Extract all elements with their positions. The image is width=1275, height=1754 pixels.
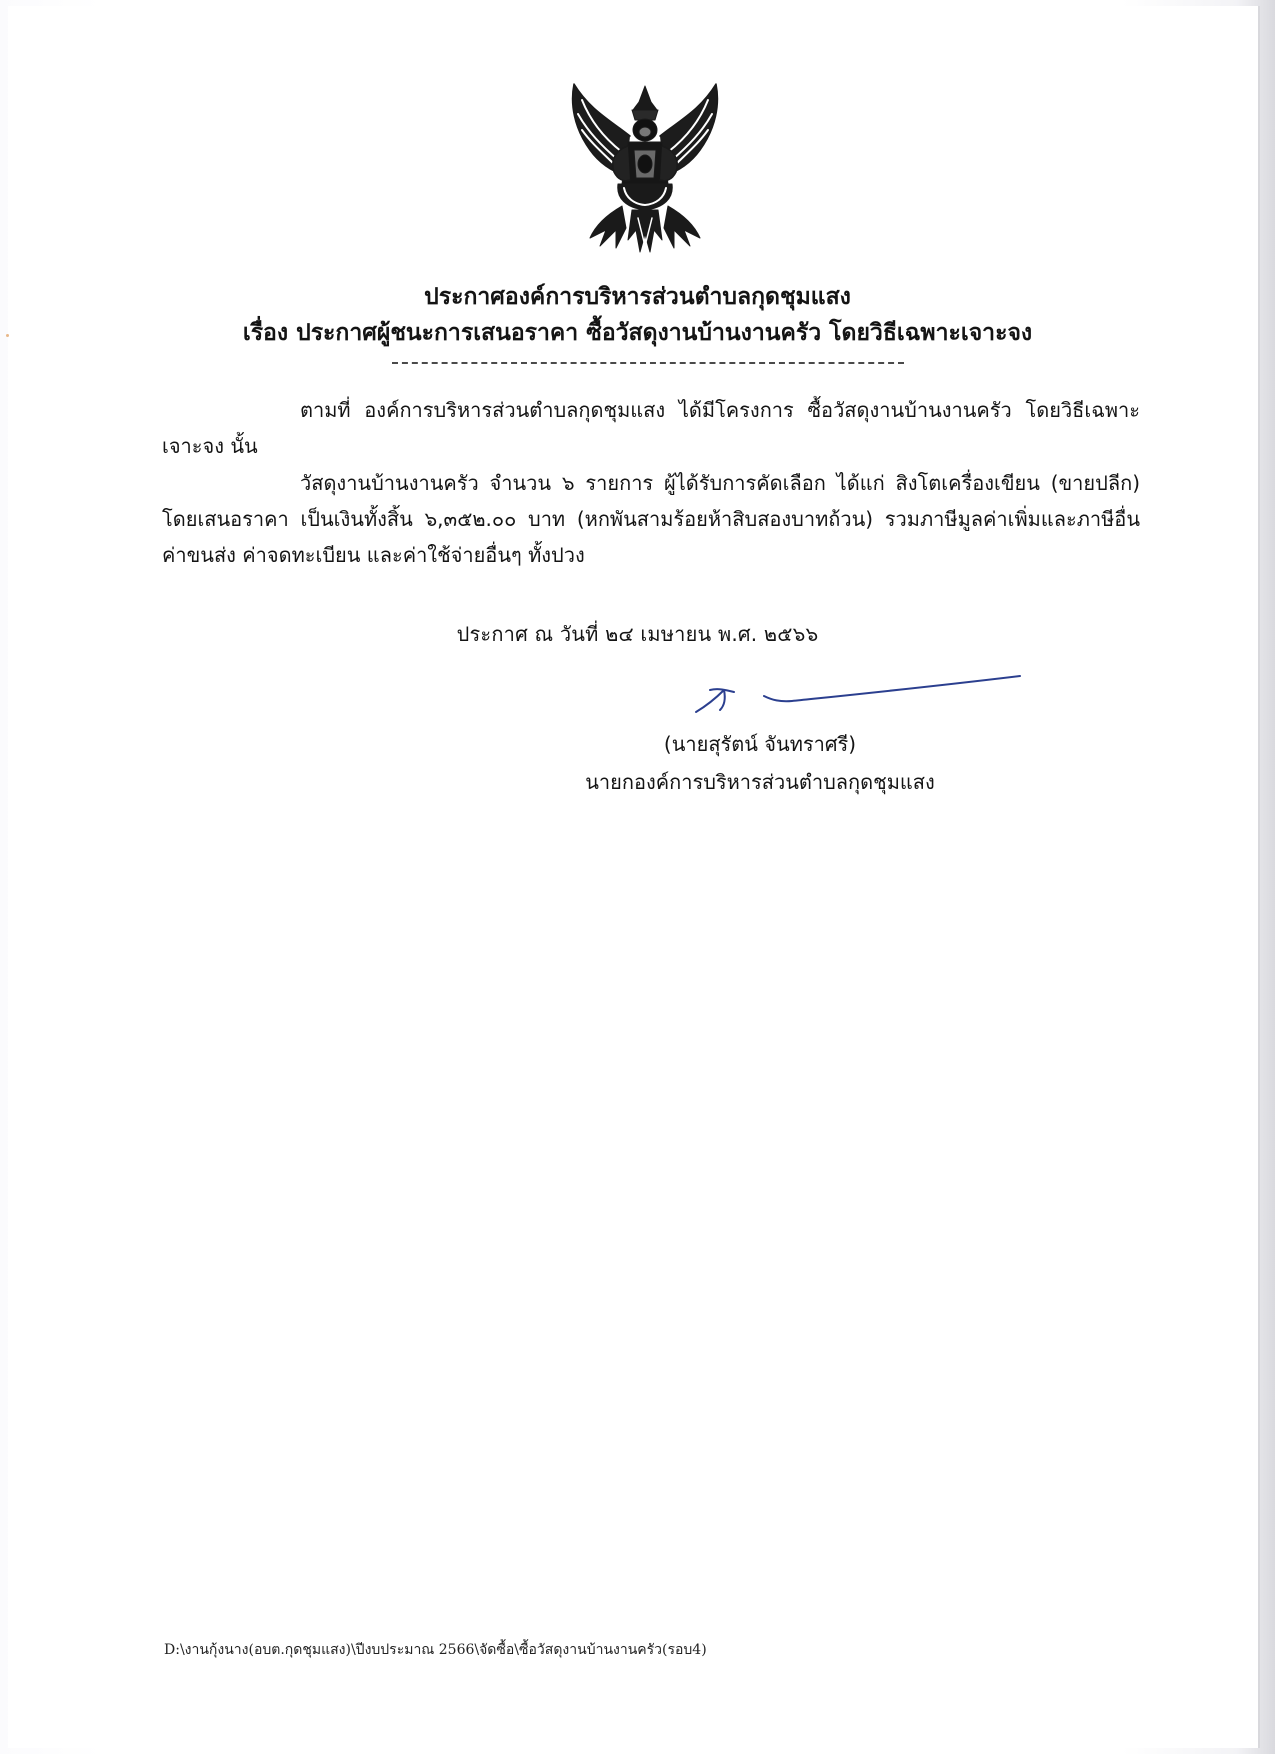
document-page <box>8 6 1260 1748</box>
separator-rule <box>392 362 904 364</box>
body-paragraph-1: ตามที่ องค์การบริหารส่วนตำบลกุดชุมแสง ได้มีโครงการ ซื้อวัสดุงานบ้านงานครัว โดยวิธีเฉพาะเจาะจง นั้น <box>162 398 1140 458</box>
signatory-position: นายกองค์การบริหารส่วนตำบลกุดชุมแสง <box>585 770 935 794</box>
garuda-emblem <box>560 80 730 262</box>
file-path-footer: D:\งานกุ้งนาง(อบต.กุดชุมแสง)\ปีงบประมาณ 2566\จัดซื้อ\ซื้อวัสดุงานบ้านงานครัว(รอบ4) <box>164 1642 707 1658</box>
announcement-title: ประกาศองค์การบริหารส่วนตำบลกุดชุมแสง <box>424 284 851 310</box>
announcement-date: ประกาศ ณ วันที่ ๒๔ เมษายน พ.ศ. ๒๕๖๖ <box>456 622 819 646</box>
announcement-subject: เรื่อง ประกาศผู้ชนะการเสนอราคา ซื้อวัสดุงานบ้านงานครัว โดยวิธีเฉพาะเจาะจง <box>242 320 1033 346</box>
handwritten-signature <box>680 660 1040 720</box>
body-paragraph-2: วัสดุงานบ้านงานครัว จำนวน ๖ รายการ ผู้ได้รับการคัดเลือก ได้แก่ สิงโตเครื่องเขียน (ขายปลีก) โดยเสนอราคา เป็นเงินทั้งสิ้น ๖,๓๕๒.๐๐ บาท (หกพันสามร้อยห้าสิบสองบาทถ้วน) รวมภาษีมูลค่าเพิ่มและภาษีอื่น ค่าขนส่ง ค่าจดทะเบียน และค่าใช้จ่ายอื่นๆ ทั้งปวง <box>162 471 1140 567</box>
signatory-name: (นายสุรัตน์ จันทราศรี) <box>663 732 857 756</box>
